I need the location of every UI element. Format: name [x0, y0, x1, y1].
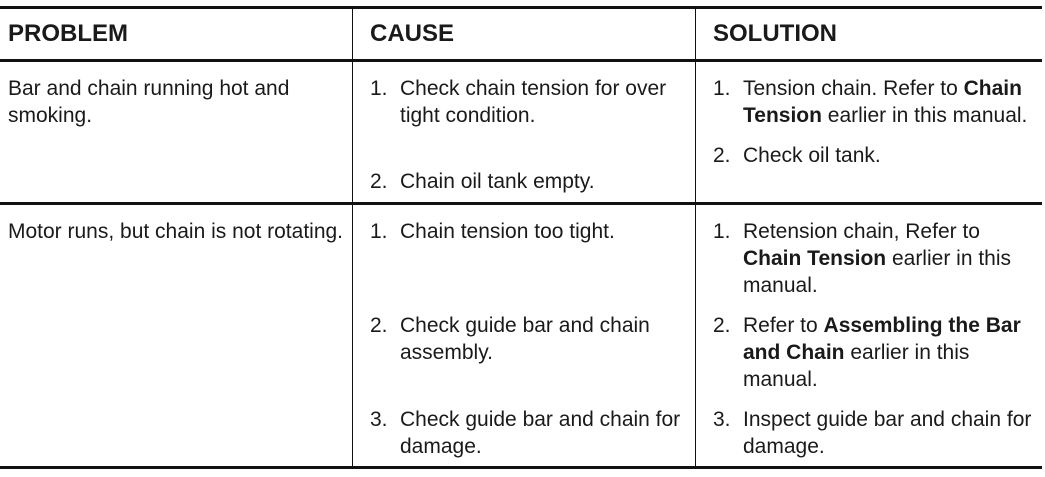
- cause-item: [353, 366, 695, 466]
- item-number: 2.: [370, 170, 388, 193]
- item-text: Chain oil tank empty.: [400, 170, 595, 193]
- cause-cell: [352, 62, 695, 202]
- table-header: [0, 9, 1042, 62]
- item-number: 3.: [713, 408, 731, 431]
- problem-cell: Bar and chain running hot and smoking.: [8, 77, 290, 127]
- troubleshooting-table: [0, 6, 1042, 469]
- solution-item: [696, 129, 1042, 176]
- cause-item: [353, 245, 695, 366]
- item-text: Retension chain, Refer to Chain Tension earlier in this manual.: [743, 220, 1012, 297]
- item-text: Check oil tank.: [743, 144, 881, 167]
- item-text: Check guide bar and chain for damage.: [400, 408, 681, 458]
- item-number: 1.: [713, 220, 731, 243]
- item-number: 2.: [713, 314, 731, 337]
- solution-item: [696, 205, 1042, 299]
- item-number: 2.: [370, 314, 388, 337]
- cause-cell: [352, 205, 695, 466]
- item-text: Refer to Assembling the Bar and Chain earlier in this manual.: [743, 314, 1021, 391]
- item-text: Tension chain. Refer to Chain Tension earlier in this manual.: [743, 77, 1028, 127]
- item-text: Inspect guide bar and chain for damage.: [743, 408, 1032, 458]
- item-number: 1.: [370, 220, 388, 243]
- item-text: Chain tension too tight.: [400, 220, 615, 243]
- solution-item: [696, 62, 1042, 129]
- table-row: [0, 205, 1042, 466]
- item-number: 2.: [713, 144, 731, 167]
- item-number: 1.: [370, 77, 388, 100]
- cause-item: [353, 205, 695, 245]
- solution-item: [696, 299, 1042, 393]
- item-number: 1.: [713, 77, 731, 100]
- item-text: Check guide bar and chain assembly.: [400, 314, 650, 364]
- cause-item: [353, 62, 695, 129]
- solution-item: [696, 393, 1042, 466]
- solution-cell: [695, 62, 1042, 202]
- header-cause: CAUSE: [352, 9, 695, 59]
- solution-cell: [695, 205, 1042, 466]
- cause-item: [353, 129, 695, 202]
- header-solution: SOLUTION: [695, 9, 1042, 59]
- item-text: Check chain tension for over tight condition.: [400, 77, 667, 127]
- table-row: [0, 62, 1042, 205]
- problem-cell: Motor runs, but chain is not rotating.: [8, 220, 344, 243]
- item-number: 3.: [370, 408, 388, 431]
- header-problem: PROBLEM: [8, 20, 128, 47]
